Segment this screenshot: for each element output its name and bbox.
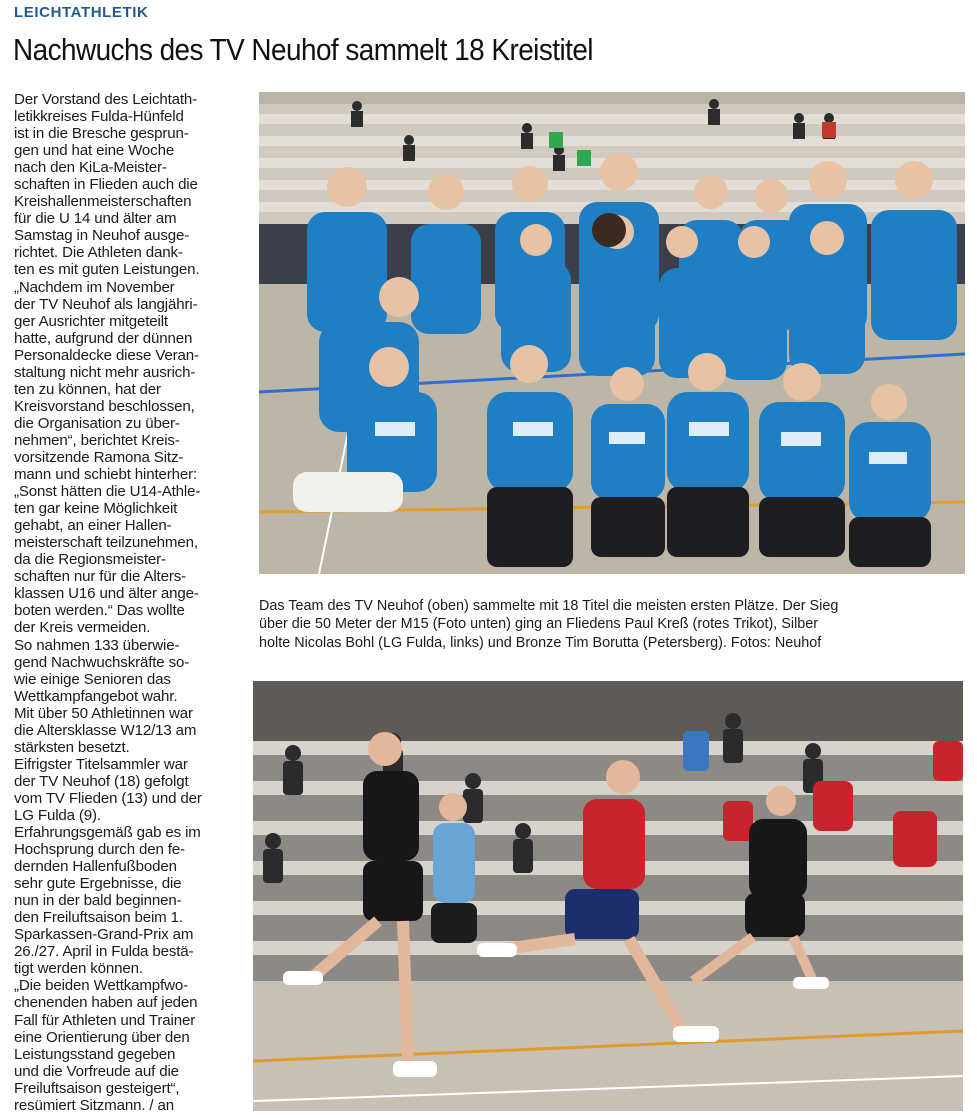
body-line: ten gar keine Möglichkeit — [14, 500, 178, 518]
photo-caption — [259, 597, 971, 652]
body-line: vorsitzende Ramona Sitz- — [14, 448, 184, 466]
body-line: Erfahrungsgemäß gab es im — [14, 824, 201, 842]
body-line: Leistungsstand gegeben — [14, 1045, 176, 1063]
body-line: ten es mit guten Leistungen. — [14, 261, 200, 279]
body-line: nun in der bald beginnen- — [14, 892, 182, 910]
body-line: richtet. Die Athleten dank- — [14, 244, 183, 262]
body-line: chenenden haben auf jeden — [14, 994, 198, 1012]
body-line: die Altersklasse W12/13 am — [14, 721, 197, 739]
body-line: „Sonst hätten die U14-Athle- — [14, 483, 201, 501]
caption-line: Das Team des TV Neuhof (oben) sammelte mit 18 Titel die meisten ersten Plätze. Der Sieg — [259, 598, 839, 614]
body-line: Kreisvorstand beschlossen, — [14, 397, 195, 415]
body-line: 26./27. April in Fulda bestä- — [14, 943, 194, 961]
body-line: tigt werden können. — [14, 960, 143, 978]
body-line: nehmen“, berichtet Kreis- — [14, 431, 180, 449]
body-line: klassen U16 und älter ange- — [14, 585, 199, 603]
body-line: gehabt, an einer Hallen- — [14, 517, 172, 535]
body-line: Eifrigster Titelsammler war — [14, 755, 188, 773]
article-body — [14, 91, 246, 1114]
body-line: staltung nicht mehr ausrich- — [14, 363, 196, 381]
body-line: der TV Neuhof als langjähri- — [14, 295, 198, 313]
body-line: ger Ausrichter mitgeteilt — [14, 312, 168, 330]
body-line: schaften nur für die Alters- — [14, 568, 186, 586]
body-line: resümiert Sitzmann. / an — [14, 1096, 174, 1114]
body-line: ist in die Bresche gesprun- — [14, 125, 189, 143]
team-photo-illustration — [259, 92, 965, 574]
body-line: Der Vorstand des Leichtath- — [14, 91, 198, 108]
body-line: LG Fulda (9). — [14, 806, 101, 824]
body-line: Personaldecke diese Veran- — [14, 346, 199, 364]
body-line: Sparkassen-Grand-Prix am — [14, 926, 194, 944]
section-label: LEICHTATHLETIK — [14, 4, 149, 21]
body-line: ten zu können, hat der — [14, 380, 161, 398]
body-line: schaften in Flieden auch die — [14, 176, 198, 194]
body-line: den Freiluftsaison beim 1. — [14, 909, 183, 927]
body-line: wie einige Senioren das — [14, 670, 171, 688]
caption-line: holte Nicolas Bohl (LG Fulda, links) und Bronze Tim Borutta (Petersberg). Fotos: Neuhof — [259, 634, 822, 651]
body-line: mann und schiebt hinterher: — [14, 466, 198, 484]
body-line: sehr gute Ergebnisse, die — [14, 875, 182, 893]
body-line: die Organisation zu über- — [14, 414, 180, 432]
body-line: Fall für Athleten und Trainer — [14, 1011, 196, 1029]
body-line: meisterschaft teilzunehmen, — [14, 534, 198, 552]
body-line: Freiluftsaison gesteigert“, — [14, 1079, 180, 1097]
body-line: dernden Hallenfußboden — [14, 858, 177, 876]
body-line: stärksten besetzt. — [14, 738, 130, 756]
body-line: vom TV Flieden (13) und der — [14, 789, 202, 807]
body-line: der TV Neuhof (18) gefolgt — [14, 772, 189, 790]
body-line: „Nachdem im November — [14, 278, 175, 296]
sprint-photo-illustration — [253, 681, 963, 1111]
body-line: Hochsprung durch den fe- — [14, 841, 185, 859]
body-line: der Kreis vermeiden. — [14, 619, 151, 637]
body-line: boten werden.“ Das wollte — [14, 602, 185, 620]
body-line: So nahmen 133 überwie- — [14, 636, 180, 654]
body-line: für die U 14 und älter am — [14, 210, 177, 228]
body-line: eine Orientierung über den — [14, 1028, 190, 1046]
body-line: da die Regionsmeister- — [14, 551, 166, 569]
body-line: Mit über 50 Athletinnen war — [14, 704, 193, 722]
team-photo — [259, 92, 965, 574]
body-line: Kreishallenmeisterschaften — [14, 193, 192, 211]
sprint-photo — [253, 681, 963, 1111]
body-line: Wettkampfangebot wahr. — [14, 687, 178, 705]
body-line: gend Nachwuchskräfte so- — [14, 653, 190, 671]
caption-line: über die 50 Meter der M15 (Foto unten) ging an Fliedens Paul Kreß (rotes Trikot), Silber — [259, 616, 819, 633]
body-line: gen und hat eine Woche — [14, 142, 175, 160]
body-line: letikkreises Fulda-Hünfeld — [14, 108, 184, 126]
body-line: und die Vorfreude auf die — [14, 1062, 179, 1080]
body-line: „Die beiden Wettkampfwo- — [14, 977, 188, 995]
body-line: Samstag in Neuhof ausge- — [14, 227, 190, 245]
headline: Nachwuchs des TV Neuhof sammelt 18 Kreistitel — [13, 32, 593, 67]
body-line: nach den KiLa-Meister- — [14, 159, 167, 177]
body-line: hatte, aufgrund der dünnen — [14, 329, 193, 347]
